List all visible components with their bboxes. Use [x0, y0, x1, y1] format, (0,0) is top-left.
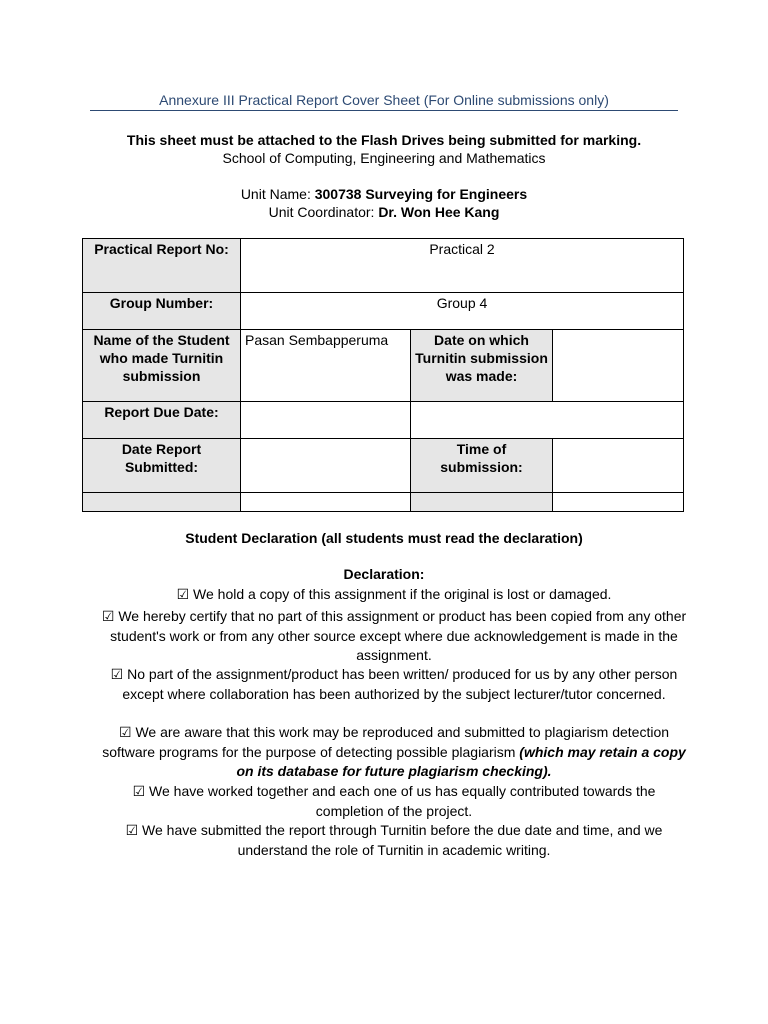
declaration-heading: Student Declaration (all students must read the declaration)	[185, 530, 583, 546]
student-name-label: Name of the Student who made Turnitin submission	[83, 330, 241, 402]
practical-report-value[interactable]: Practical 2	[241, 239, 684, 293]
practical-report-label: Practical Report No:	[83, 239, 241, 293]
time-of-submission-value[interactable]	[553, 439, 684, 493]
unit-name	[0, 185, 768, 203]
checkbox-icon[interactable]: ☑	[110, 667, 124, 683]
report-due-date-label: Report Due Date:	[83, 402, 241, 439]
declaration-item: ☑ No part of the assignment/product has been written/ produced for us by any other person except where collaboration has been authorized by the subject lecturer/tutor concerned.	[110, 666, 678, 702]
group-number-value[interactable]: Group 4	[241, 293, 684, 330]
unit-name-value: 300738 Surveying for Engineers	[314, 186, 528, 202]
declaration-item: ☑ We have submitted the report through Turnitin before the due date and time, and we understand the role of Turnitin in academic writing.	[125, 822, 663, 858]
checkbox-icon[interactable]: ☑	[101, 609, 115, 625]
coordinator-value: Dr. Won Hee Kang	[378, 204, 500, 220]
date-submitted-value[interactable]	[241, 439, 411, 493]
declaration-item: ☑ We have worked together and each one of us has equally contributed towards the completion of the project.	[132, 783, 656, 819]
checkbox-icon[interactable]: ☑	[132, 784, 146, 800]
checkbox-icon[interactable]: ☑	[125, 823, 139, 839]
cover-sheet-table	[82, 238, 684, 512]
date-submitted-label: Date Report Submitted:	[83, 439, 241, 493]
group-number-label: Group Number:	[83, 293, 241, 330]
school-name: School of Computing, Engineering and Mathematics	[222, 150, 546, 166]
empty-cell[interactable]	[553, 493, 684, 512]
declaration-item: ☑ We hereby certify that no part of this assignment or product has been copied from any other student's work or from any other source except where due acknowledgement is made in the assignment.	[101, 608, 687, 663]
checkbox-icon[interactable]: ☑	[118, 725, 132, 741]
empty-label-cell	[411, 493, 553, 512]
empty-cell[interactable]	[241, 493, 411, 512]
turnitin-date-label: Date on which Turnitin submission was made:	[411, 330, 553, 402]
turnitin-date-value[interactable]	[553, 330, 684, 402]
report-due-date-value[interactable]	[241, 402, 411, 439]
unit-coordinator	[0, 203, 768, 221]
time-of-submission-label: Time of submission:	[411, 439, 553, 493]
empty-label-cell	[83, 493, 241, 512]
submission-notice: This sheet must be attached to the Flash Drives being submitted for marking.	[126, 132, 642, 148]
checkbox-icon[interactable]: ☑	[176, 587, 190, 603]
declaration-subheading: Declaration:	[343, 566, 425, 582]
unit-name-label: Unit Name:	[240, 186, 311, 202]
student-name-value[interactable]: Pasan Sembapperuma	[241, 330, 411, 402]
declaration-item: ☑ We hold a copy of this assignment if the original is lost or damaged.	[176, 586, 612, 603]
coordinator-label: Unit Coordinator:	[268, 204, 375, 220]
declaration-item: ☑ We are aware that this work may be reproduced and submitted to plagiarism detection software programs for the purpose of detecting possible plagiarism (which may retain a copy on its database for future plagiarism checking).	[102, 724, 686, 779]
page-title: Annexure III Practical Report Cover Sheet (For Online submissions only)	[90, 92, 678, 111]
declaration-emphasis: (which may retain a copy on its database for future plagiarism checking).	[236, 744, 686, 779]
report-due-date-extra[interactable]	[411, 402, 684, 439]
